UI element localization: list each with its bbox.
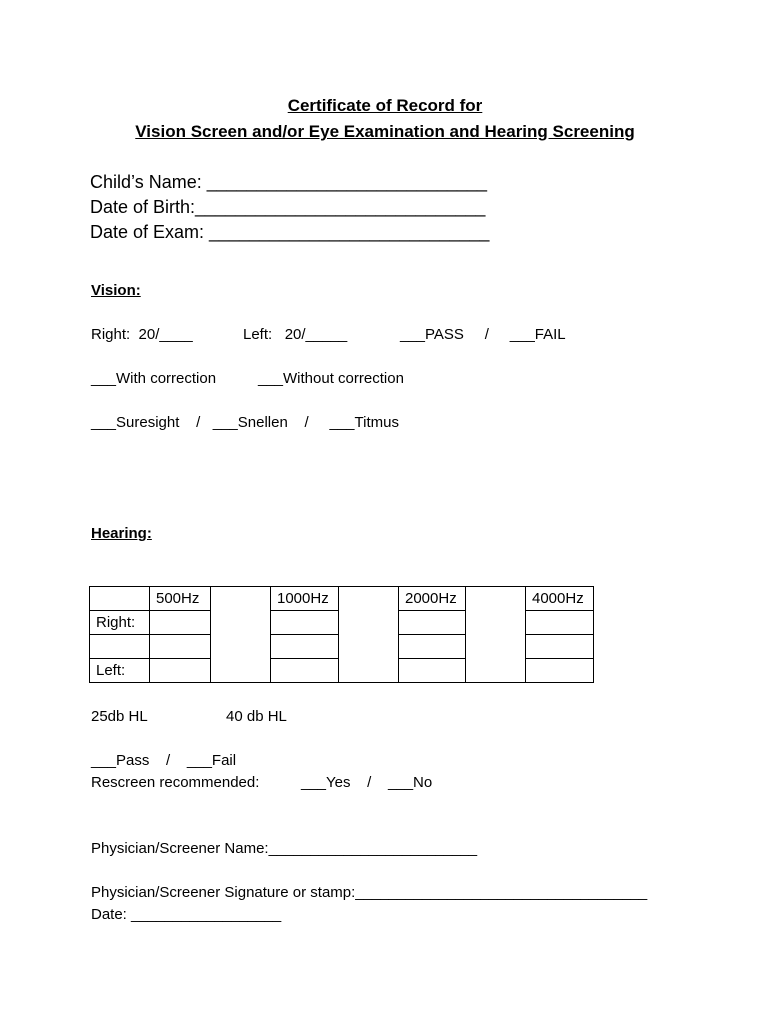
date-of-birth-field[interactable]: Date of Birth:_____________________________ [90,197,486,217]
table-row [90,659,594,683]
physician-signature-field[interactable]: Physician/Screener Signature or stamp:___________________________________ [91,884,648,901]
vision-pass-fail[interactable]: ___PASS / ___FAIL [400,326,566,343]
vision-left-field[interactable]: Left: 20/_____ [243,326,348,343]
table-row [90,611,594,635]
rescreen-options[interactable]: ___Yes / ___No [301,774,433,791]
freq-header-4000: 4000Hz [526,587,594,611]
date-field[interactable]: Date: __________________ [91,906,282,923]
childs-name-field[interactable]: Child’s Name: ____________________________ [90,172,488,192]
table-gap-cell [339,635,399,659]
vision-method-options[interactable]: ___Suresight / ___Snellen / ___Titmus [91,414,399,431]
table-gap-cell [211,659,271,683]
hearing-pass-fail[interactable]: ___Pass / ___Fail [91,752,237,769]
table-header-row [90,587,594,611]
right-2000-cell[interactable] [399,611,466,635]
table-row [90,635,594,659]
physician-name-field[interactable]: Physician/Screener Name:_________________________ [91,840,478,857]
table-gap-cell [339,659,399,683]
right-ear-label: Right: [90,611,150,635]
left-2000-cell[interactable] [399,659,466,683]
table-gap-cell [211,611,271,635]
left-500-cell[interactable] [150,659,211,683]
table-gap-cell [339,611,399,635]
without-correction-option[interactable]: ___Without correction [258,370,404,387]
table-cell[interactable] [399,635,466,659]
right-4000-cell[interactable] [526,611,594,635]
table-gap-cell [466,611,526,635]
left-ear-label: Left: [90,659,150,683]
hearing-heading: Hearing: [91,525,152,542]
rescreen-label: Rescreen recommended: [91,774,260,791]
with-correction-option[interactable]: ___With correction [91,370,217,387]
freq-header-500: 500Hz [150,587,211,611]
left-4000-cell[interactable] [526,659,594,683]
vision-heading: Vision: [91,282,141,299]
db-level-25: 25db HL [91,708,148,725]
right-500-cell[interactable] [150,611,211,635]
left-1000-cell[interactable] [271,659,339,683]
freq-header-2000: 2000Hz [399,587,466,611]
table-cell [90,635,150,659]
table-cell[interactable] [271,635,339,659]
date-of-exam-field[interactable]: Date of Exam: ____________________________ [90,222,490,242]
vision-right-field[interactable]: Right: 20/____ [91,326,193,343]
table-cell [90,587,150,611]
right-1000-cell[interactable] [271,611,339,635]
table-gap-cell [211,587,271,611]
hearing-table [89,586,594,683]
table-gap-cell [466,587,526,611]
table-gap-cell [211,635,271,659]
table-gap-cell [466,659,526,683]
title-line-2: Vision Screen and/or Eye Examination and Hearing Screening [135,122,635,141]
freq-header-1000: 1000Hz [271,587,339,611]
table-gap-cell [466,635,526,659]
table-cell[interactable] [526,635,594,659]
title-line-1: Certificate of Record for [287,96,483,115]
table-cell[interactable] [150,635,211,659]
table-gap-cell [339,587,399,611]
db-level-40: 40 db HL [226,708,287,725]
